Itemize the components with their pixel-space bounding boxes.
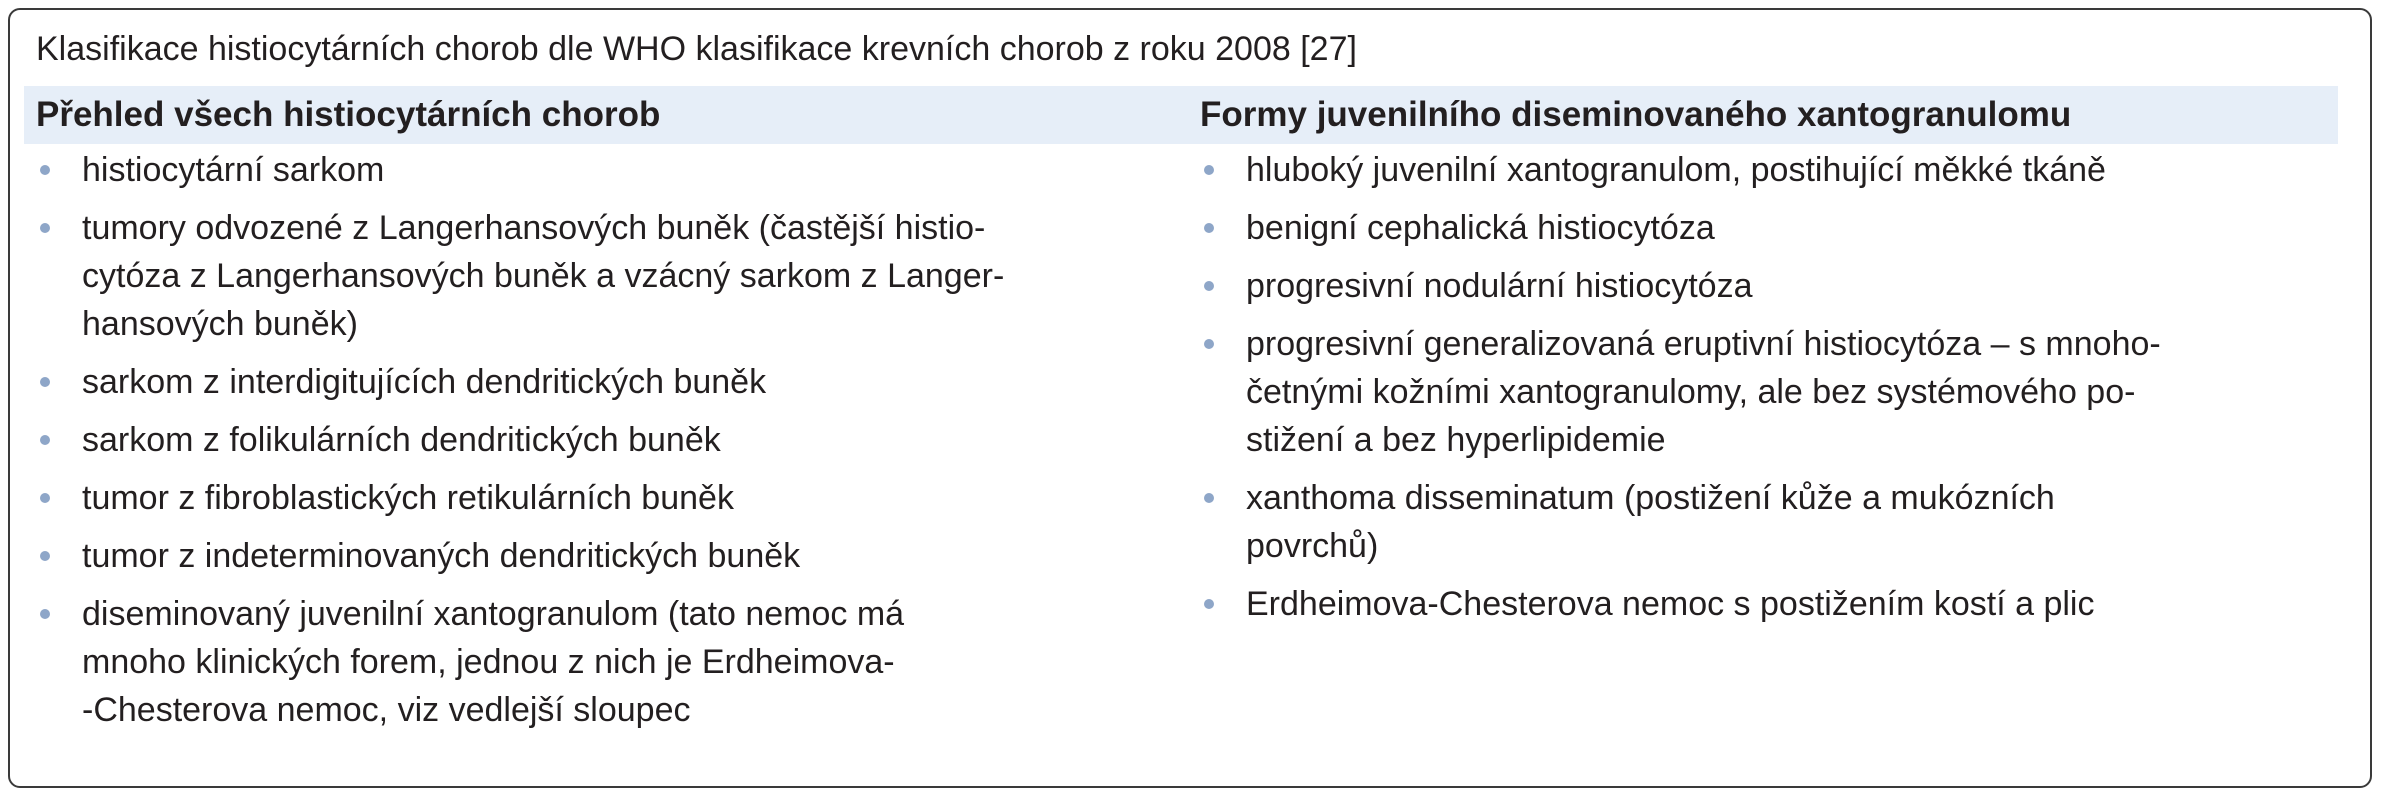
- list-item-text: hansových buněk): [82, 305, 358, 343]
- list-item-text: Erdheimova-Chesterova nemoc s postižením kostí a plic: [1246, 585, 2095, 623]
- list-item: [1200, 320, 2340, 464]
- list-item-text: tumor z fibroblastických retikulárních buněk: [82, 479, 734, 517]
- bullet-icon: [1204, 493, 1214, 503]
- list-item-text: tumory odvozené z Langerhansových buněk (častější histio-: [82, 209, 986, 247]
- list-item-text: progresivní nodulární histiocytóza: [1246, 267, 1753, 305]
- list-item-text: povrchů): [1246, 527, 1379, 565]
- list-item-text: mnoho klinických forem, jednou z nich je Erdheimova-: [82, 643, 895, 681]
- bullet-icon: [1204, 281, 1214, 291]
- list-item: [36, 474, 1176, 522]
- bullet-icon: [1204, 599, 1214, 609]
- bullet-icon: [40, 165, 50, 175]
- left-column-list: [36, 146, 1176, 744]
- list-item-text: histiocytární sarkom: [82, 151, 385, 189]
- bullet-icon: [40, 551, 50, 561]
- list-item-text: -Chesterova nemoc, viz vedlejší sloupec: [82, 691, 691, 729]
- left-column-heading: Přehled všech histiocytárních chorob: [36, 95, 661, 134]
- list-item-text: benigní cephalická histiocytóza: [1246, 209, 1715, 247]
- bullet-icon: [40, 435, 50, 445]
- list-item-text: cytóza z Langerhansových buněk a vzácný sarkom z Langer-: [82, 257, 1005, 295]
- table-caption: Klasifikace histiocytárních chorob dle WHO klasifikace krevních chorob z roku 2008 [27]: [36, 30, 1357, 68]
- list-item-text: sarkom z folikulárních dendritických buněk: [82, 421, 721, 459]
- bullet-icon: [40, 377, 50, 387]
- list-item: [36, 146, 1176, 194]
- list-item: [36, 204, 1176, 348]
- list-item: [1200, 580, 2340, 628]
- list-item: [36, 416, 1176, 464]
- list-item: [1200, 146, 2340, 194]
- list-item-text: hluboký juvenilní xantogranulom, postihující měkké tkáně: [1246, 151, 2106, 189]
- list-item: [1200, 474, 2340, 570]
- list-item-text: sarkom z interdigitujících dendritických buněk: [82, 363, 767, 401]
- bullet-icon: [1204, 223, 1214, 233]
- list-item: [1200, 204, 2340, 252]
- list-item-text: četnými kožními xantogranulomy, ale bez systémového po-: [1246, 373, 2136, 411]
- right-column-heading: Formy juvenilního diseminovaného xantogranulomu: [1200, 95, 2072, 134]
- bullet-icon: [40, 493, 50, 503]
- bullet-icon: [1204, 339, 1214, 349]
- list-item: [36, 590, 1176, 734]
- list-item-text: tumor z indeterminovaných dendritických buněk: [82, 537, 801, 575]
- list-item-text: stižení a bez hyperlipidemie: [1246, 421, 1666, 459]
- list-item-text: diseminovaný juvenilní xantogranulom (tato nemoc má: [82, 595, 905, 633]
- list-item: [36, 358, 1176, 406]
- bullet-icon: [40, 223, 50, 233]
- right-column-list: [1200, 146, 2340, 638]
- list-item-text: xanthoma disseminatum (postižení kůže a mukózních: [1246, 479, 2055, 517]
- bullet-icon: [40, 609, 50, 619]
- bullet-icon: [1204, 165, 1214, 175]
- list-item-text: progresivní generalizovaná eruptivní histiocytóza – s mnoho-: [1246, 325, 2161, 363]
- list-item: [36, 532, 1176, 580]
- list-item: [1200, 262, 2340, 310]
